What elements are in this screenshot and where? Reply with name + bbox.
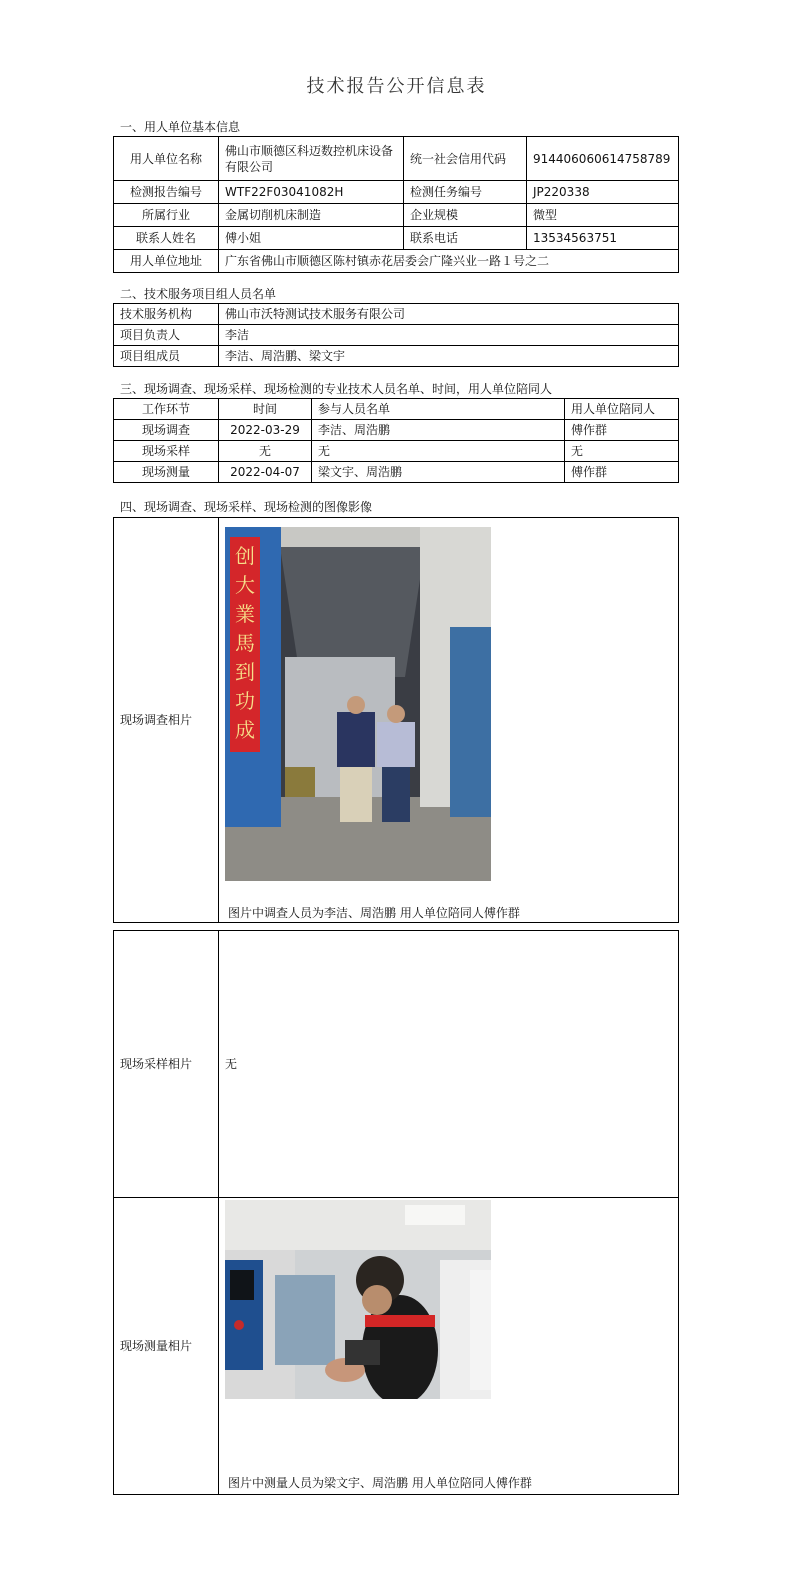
cell-label: 项目组成员 bbox=[114, 346, 219, 367]
cell: 现场调查 bbox=[114, 420, 219, 441]
basic-info-table bbox=[113, 136, 679, 273]
table-row bbox=[114, 931, 679, 1198]
survey-photo bbox=[225, 527, 491, 881]
cell-label: 企业规模 bbox=[404, 204, 527, 227]
cell-label: 检测任务编号 bbox=[404, 181, 527, 204]
section-heading-basic-info: 一、用人单位基本信息 bbox=[120, 120, 241, 134]
cell-value: 广东省佛山市顺德区陈村镇赤花居委会广隆兴业一路１号之二 bbox=[219, 250, 679, 273]
cell-value: 13534563751 bbox=[527, 227, 679, 250]
cell-label: 检测报告编号 bbox=[114, 181, 219, 204]
column-header: 参与人员名单 bbox=[312, 399, 565, 420]
cell-label: 所属行业 bbox=[114, 204, 219, 227]
column-header: 时间 bbox=[219, 399, 312, 420]
cell-value: 李洁、周浩鹏、梁文宇 bbox=[219, 346, 679, 367]
measure-photo bbox=[225, 1200, 491, 1399]
column-header: 工作环节 bbox=[114, 399, 219, 420]
sampling-photo-label: 现场采样相片 bbox=[114, 931, 219, 1198]
cell-label: 技术服务机构 bbox=[114, 304, 219, 325]
survey-photo-label: 现场调查相片 bbox=[114, 518, 219, 923]
cell: 李洁、周浩鹏 bbox=[312, 420, 565, 441]
cell-value: WTF22F03041082H bbox=[219, 181, 404, 204]
cell: 梁文宇、周浩鹏 bbox=[312, 462, 565, 483]
cell: 现场采样 bbox=[114, 441, 219, 462]
cell-value: 李洁 bbox=[219, 325, 679, 346]
table-row bbox=[114, 462, 679, 483]
table-row bbox=[114, 137, 679, 181]
cell-value: 微型 bbox=[527, 204, 679, 227]
measure-photo-image bbox=[225, 1200, 491, 1399]
cell: 无 bbox=[565, 441, 679, 462]
page-title: 技术报告公开信息表 bbox=[306, 76, 487, 97]
column-header: 用人单位陪同人 bbox=[565, 399, 679, 420]
section-heading-team: 二、技术服务项目组人员名单 bbox=[120, 287, 277, 301]
personnel-table bbox=[113, 398, 679, 483]
cell-label: 项目负责人 bbox=[114, 325, 219, 346]
measure-photo-caption: 图片中测量人员为梁文宇、周浩鹏 用人单位陪同人傅作群 bbox=[228, 1476, 532, 1490]
cell-label: 统一社会信用代码 bbox=[404, 137, 527, 181]
table-row bbox=[114, 346, 679, 367]
cell: 傅作群 bbox=[565, 462, 679, 483]
cell-value bbox=[527, 137, 679, 181]
cell-label: 用人单位地址 bbox=[114, 250, 219, 273]
table-row bbox=[114, 441, 679, 462]
table-row bbox=[114, 325, 679, 346]
table-row bbox=[114, 304, 679, 325]
sampling-photo-value: 无 bbox=[219, 931, 679, 1198]
table-row bbox=[114, 204, 679, 227]
cell-value: 佛山市顺德区科迈数控机床设备有限公司 bbox=[219, 137, 404, 181]
table-header-row bbox=[114, 399, 679, 420]
cell-value: 金属切削机床制造 bbox=[219, 204, 404, 227]
survey-photo-image bbox=[225, 527, 491, 881]
cell-value: 傅小姐 bbox=[219, 227, 404, 250]
cell-label: 联系人姓名 bbox=[114, 227, 219, 250]
cell: 2022-04-07 bbox=[219, 462, 312, 483]
cell-label: 联系电话 bbox=[404, 227, 527, 250]
table-row bbox=[114, 227, 679, 250]
cell-label: 用人单位名称 bbox=[114, 137, 219, 181]
cell: 现场测量 bbox=[114, 462, 219, 483]
table-row bbox=[114, 420, 679, 441]
credit-code: 914406060614758789 bbox=[533, 151, 671, 166]
cell-value: 佛山市沃特测试技术服务有限公司 bbox=[219, 304, 679, 325]
cell: 无 bbox=[219, 441, 312, 462]
cell: 无 bbox=[312, 441, 565, 462]
team-table bbox=[113, 303, 679, 367]
section-heading-personnel: 三、现场调查、现场采样、现场检测的专业技术人员名单、时间，用人单位陪同人 bbox=[120, 382, 553, 396]
table-row bbox=[114, 181, 679, 204]
survey-photo-caption: 图片中调查人员为李洁、周浩鹏 用人单位陪同人傅作群 bbox=[228, 906, 520, 920]
cell-value: JP220338 bbox=[527, 181, 679, 204]
cell: 2022-03-29 bbox=[219, 420, 312, 441]
banner-text: 创大業馬到功成 bbox=[235, 544, 255, 742]
cell: 傅作群 bbox=[565, 420, 679, 441]
measure-photo-label: 现场测量相片 bbox=[114, 1198, 219, 1495]
table-row bbox=[114, 250, 679, 273]
section-heading-photos: 四、现场调查、现场采样、现场检测的图像影像 bbox=[120, 500, 373, 514]
